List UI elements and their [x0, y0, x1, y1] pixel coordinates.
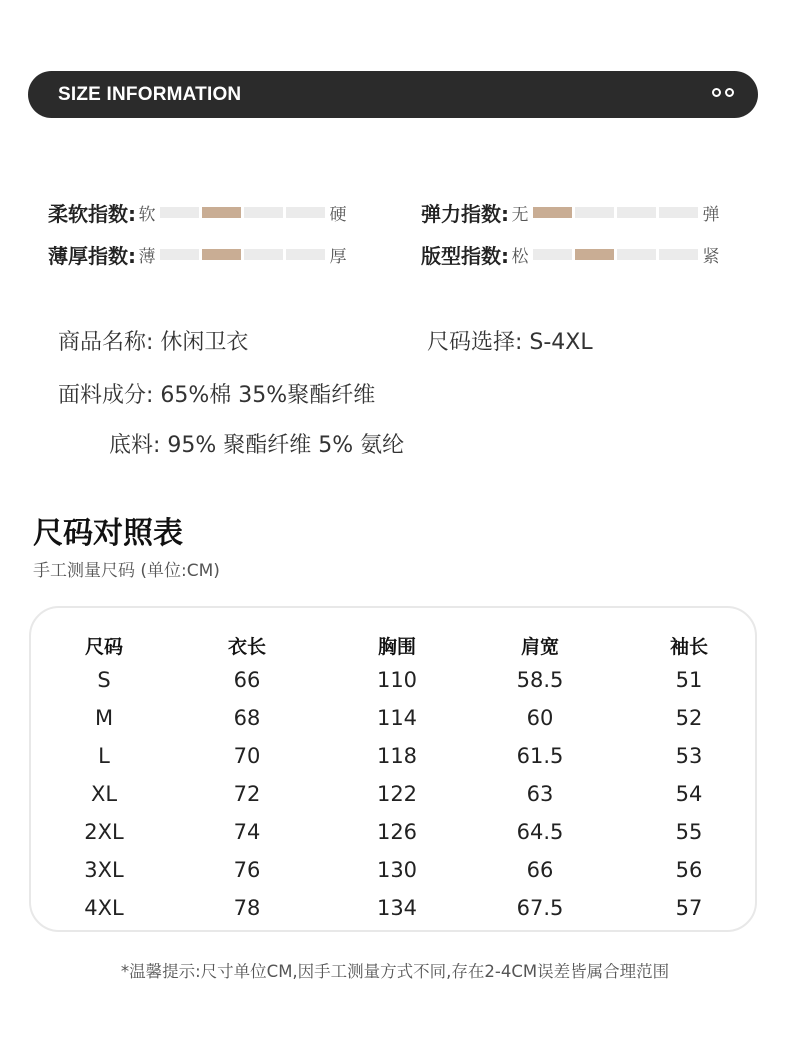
index-label: 弹力指数:	[421, 201, 509, 226]
index-right-label: 弹	[702, 204, 720, 225]
index-scale	[160, 249, 325, 260]
table-cell: 55	[675, 820, 703, 844]
table-header-cell: 胸围	[377, 636, 416, 658]
index-right-label: 厚	[329, 246, 347, 267]
scale-segment	[617, 207, 656, 218]
table-cell: XL	[90, 782, 118, 806]
size-info-banner	[28, 71, 758, 118]
scale-segment	[659, 249, 698, 260]
table-cell: 51	[675, 668, 703, 692]
table-header-cell: 肩宽	[520, 636, 559, 658]
table-header-cell: 袖长	[669, 636, 708, 658]
table-cell: 74	[233, 820, 261, 844]
scale-segment	[575, 249, 614, 260]
table-cell: 64.5	[516, 820, 564, 844]
table-cell: 122	[376, 782, 418, 806]
index-scale	[533, 207, 698, 218]
scale-segment	[202, 207, 241, 218]
table-header-cell: 尺码	[84, 636, 123, 658]
table-cell: 66	[233, 668, 261, 692]
table-cell: 78	[233, 896, 261, 920]
measurement-note: *温馨提示:尺寸单位CM,因手工测量方式不同,存在2-4CM误差皆属合理范围	[120, 962, 670, 981]
scale-segment	[286, 249, 325, 260]
index-label: 薄厚指数:	[48, 243, 136, 268]
table-cell: S	[97, 668, 111, 692]
index-softness	[48, 198, 349, 226]
scale-segment	[160, 207, 199, 218]
table-cell: 130	[376, 858, 418, 882]
index-fit	[421, 240, 722, 268]
scale-segment	[244, 207, 283, 218]
table-cell: 61.5	[516, 744, 564, 768]
product-name: 商品名称: 休闲卫衣	[58, 330, 249, 355]
index-left-label: 无	[511, 204, 529, 225]
lining-composition: 底料: 95% 聚酯纤维 5% 氨纶	[109, 433, 405, 458]
table-cell: 134	[376, 896, 418, 920]
index-left-label: 软	[138, 204, 156, 225]
table-cell: 126	[376, 820, 418, 844]
table-cell: 2XL	[84, 820, 124, 844]
table-cell: 56	[675, 858, 703, 882]
fabric-composition: 面料成分: 65%棉 35%聚酯纤维	[58, 383, 376, 408]
table-cell: 60	[526, 706, 554, 730]
banner-title: SIZE INFORMATION	[58, 84, 242, 105]
index-right-label: 硬	[329, 204, 347, 225]
table-cell: 118	[376, 744, 418, 768]
table-header-cell: 衣长	[227, 636, 266, 658]
scale-segment	[244, 249, 283, 260]
table-cell: 4XL	[84, 896, 124, 920]
table-cell: M	[94, 706, 114, 730]
index-label: 柔软指数:	[48, 201, 136, 226]
table-cell: 58.5	[516, 668, 564, 692]
table-cell: 54	[675, 782, 703, 806]
dot-icon	[725, 88, 734, 97]
scale-segment	[533, 249, 572, 260]
size-chart-subtitle: 手工测量尺码 (单位:CM)	[33, 561, 220, 581]
index-scale	[533, 249, 698, 260]
index-right-label: 紧	[702, 246, 720, 267]
scale-segment	[617, 249, 656, 260]
scale-segment	[659, 207, 698, 218]
table-cell: 68	[233, 706, 261, 730]
table-cell: 57	[675, 896, 703, 920]
table-cell: 66	[526, 858, 554, 882]
index-elasticity	[421, 198, 722, 226]
dot-icon	[712, 88, 721, 97]
banner-dots	[712, 88, 734, 97]
table-cell: 67.5	[516, 896, 564, 920]
size-range: 尺码选择: S-4XL	[427, 330, 593, 355]
table-cell: 72	[233, 782, 261, 806]
table-cell: 63	[526, 782, 554, 806]
scale-segment	[202, 249, 241, 260]
table-cell: 76	[233, 858, 261, 882]
size-chart-title: 尺码对照表	[33, 516, 183, 551]
scale-segment	[286, 207, 325, 218]
index-left-label: 松	[511, 246, 529, 267]
index-left-label: 薄	[138, 246, 156, 267]
index-label: 版型指数:	[421, 243, 509, 268]
table-cell: 114	[376, 706, 418, 730]
scale-segment	[533, 207, 572, 218]
table-cell: 52	[675, 706, 703, 730]
table-cell: L	[98, 744, 110, 768]
size-table	[29, 606, 757, 932]
index-scale	[160, 207, 325, 218]
table-cell: 53	[675, 744, 703, 768]
scale-segment	[160, 249, 199, 260]
table-cell: 70	[233, 744, 261, 768]
table-cell: 110	[376, 668, 418, 692]
index-thickness	[48, 240, 349, 268]
table-cell: 3XL	[84, 858, 124, 882]
scale-segment	[575, 207, 614, 218]
